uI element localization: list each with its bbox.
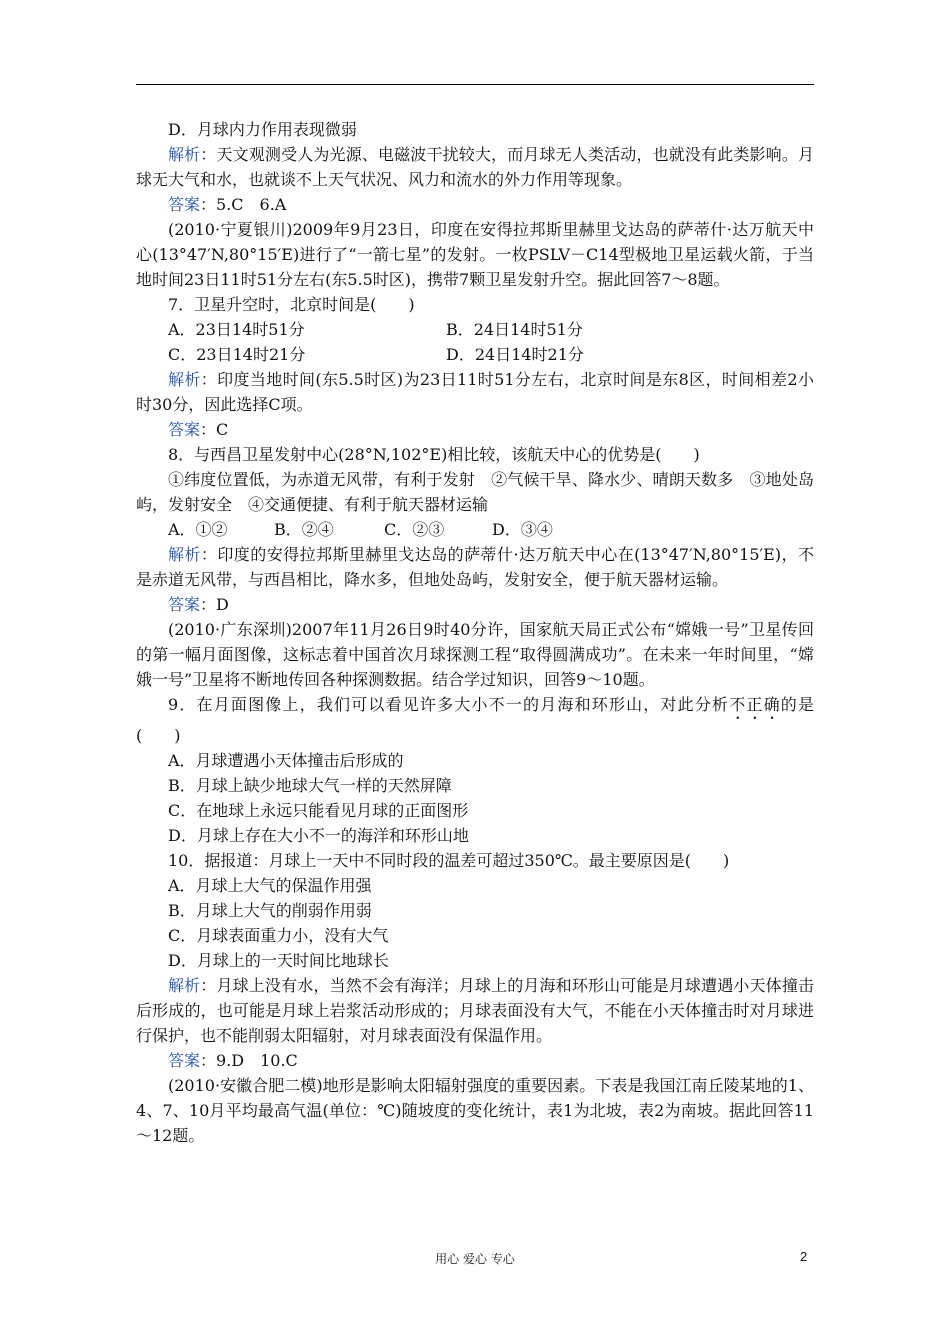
q9-stem-tail: 的是( ) [136, 695, 814, 745]
q6-option-d: D．月球内力作用表现微弱 [168, 120, 357, 139]
q7-option-c: C．23日14时21分 [168, 345, 306, 364]
q10-option-d: D．月球上的一天时间比地球长 [168, 951, 389, 970]
q9-option-c: C．在地球上永远只能看见月球的正面图形 [168, 801, 469, 820]
q7-options-row-2 [136, 342, 814, 367]
q8-option-d: D．③④ [492, 520, 553, 539]
answer-text: ：D [200, 595, 229, 614]
answer-label: 答案 [168, 195, 201, 214]
q9-stem-text: 9．在月面图像上，我们可以看见许多大小不一的月海和环形山，对此分析 [168, 695, 730, 714]
stem-9-10: (2010·广东深圳)2007年11月26日9时40分许，国家航天局正式公布“嫦娥一号”卫星传回的第一幅月面图像，这标志着中国首次月球探测工程“取得圆满成功”。在未来一年时间里，“嫦娥一号”卫星将不断地传回各种探测数据。结合学过知识，回答9～10题。 [136, 620, 814, 689]
q10-option-b: B．月球上大气的削弱作用弱 [168, 901, 372, 920]
q9-10-answer [136, 1048, 814, 1073]
q7-option-a: A．23日14时51分 [168, 320, 305, 339]
q9-option-b: B．月球上缺少地球大气一样的天然屏障 [168, 776, 452, 795]
page-number: 2 [800, 1249, 808, 1264]
q7-options-row-1 [136, 317, 814, 342]
q8-answer [136, 592, 814, 617]
analysis-text: ：印度的安得拉邦斯里赫里戈达岛的萨蒂什·达万航天中心在(13°47′N,80°15′E)，不是赤道无风带，与西昌相比，降水多，但地处岛屿，发射安全，便于航天器材运输。 [136, 545, 814, 589]
answer-label: 答案 [168, 420, 201, 439]
analysis-label: 解析 [168, 370, 201, 389]
stem-7-8: (2010·宁夏银川)2009年9月23日，印度在安得拉邦斯里赫里戈达岛的萨蒂什·达万航天中心(13°47′N,80°15′E)进行了“一箭七星”的发射。一枚PSLV－C14型极地卫星运载火箭，于当地时间23日11时51分左右(东5.5时区)，携带7颗卫星发射升空。据此回答7～8题。 [136, 220, 814, 289]
answer-text: ：C [200, 420, 229, 439]
q8-option-a: A．①② [168, 520, 228, 539]
answer-text: ：9.D 10.C [200, 1051, 298, 1070]
page-footer: 用心 爱心 专心 [435, 1252, 515, 1266]
q8-option-c: C．②③ [384, 520, 445, 539]
stem-11-12: (2010·安徽合肥二模)地形是影响太阳辐射强度的重要因素。下表是我国江南丘陵某地的1、4、7、10月平均最高气温(单位：℃)随坡度的变化统计，表1为北坡，表2为南坡。据此回答11～12题。 [136, 1076, 814, 1145]
q7-option-d: D．24日14时21分 [446, 345, 584, 364]
q5-6-analysis [136, 142, 814, 192]
q9-option-a: A．月球遭遇小天体撞击后形成的 [168, 751, 404, 770]
q10-option-c: C．月球表面重力小，没有大气 [168, 926, 389, 945]
analysis-text: ：月球上没有水，当然不会有海洋；月球上的月海和环形山可能是月球遭遇小天体撞击后形成的，也可能是月球上岩浆活动形成的；月球表面没有大气，不能在小天体撞击时对月球进行保护，也不能削弱太阳辐射，对月球表面没有保温作用。 [136, 976, 814, 1045]
analysis-label: 解析 [168, 545, 201, 564]
q9-stem-emphasis: 不正确 [729, 695, 781, 714]
q8-stem: 8．与西昌卫星发射中心(28°N,102°E)相比较，该航天中心的优势是( ) [168, 445, 700, 464]
q7-analysis [136, 367, 814, 417]
header-rule [136, 84, 814, 85]
analysis-label: 解析 [168, 976, 201, 995]
analysis-label: 解析 [168, 145, 201, 164]
analysis-text: ：印度当地时间(东5.5时区)为23日11时51分左右，北京时间是东8区，时间相差2小时30分，因此选择C项。 [136, 370, 814, 414]
page-content [136, 117, 814, 1148]
q5-6-answer [136, 192, 814, 217]
q8-items: ①纬度位置低，为赤道无风带，有利于发射 ②气候干旱、降水少、晴朗天数多 ③地处岛屿，发射安全 ④交通便捷、有利于航天器材运输 [136, 470, 814, 514]
q10-option-a: A．月球上大气的保温作用强 [168, 876, 372, 895]
q7-stem: 7．卫星升空时，北京时间是( ) [168, 295, 415, 314]
q7-answer [136, 417, 814, 442]
q8-option-b: B．②④ [274, 520, 334, 539]
answer-label: 答案 [168, 595, 201, 614]
answer-label: 答案 [168, 1051, 201, 1070]
q10-stem: 10．据报道：月球上一天中不同时段的温差可超过350℃。最主要原因是( ) [168, 851, 730, 870]
q9-stem [136, 692, 814, 748]
q7-option-b: B．24日14时51分 [446, 320, 583, 339]
answer-text: ：5.C 6.A [200, 195, 287, 214]
q9-10-analysis [136, 973, 814, 1048]
analysis-text: ：天文观测受人为光源、电磁波干扰较大，而月球无人类活动，也就没有此类影响。月球无大气和水，也就谈不上天气状况、风力和流水的外力作用等现象。 [136, 145, 814, 189]
q8-options [136, 517, 814, 542]
q9-option-d: D．月球上存在大小不一的海洋和环形山地 [168, 826, 469, 845]
q8-analysis [136, 542, 814, 592]
